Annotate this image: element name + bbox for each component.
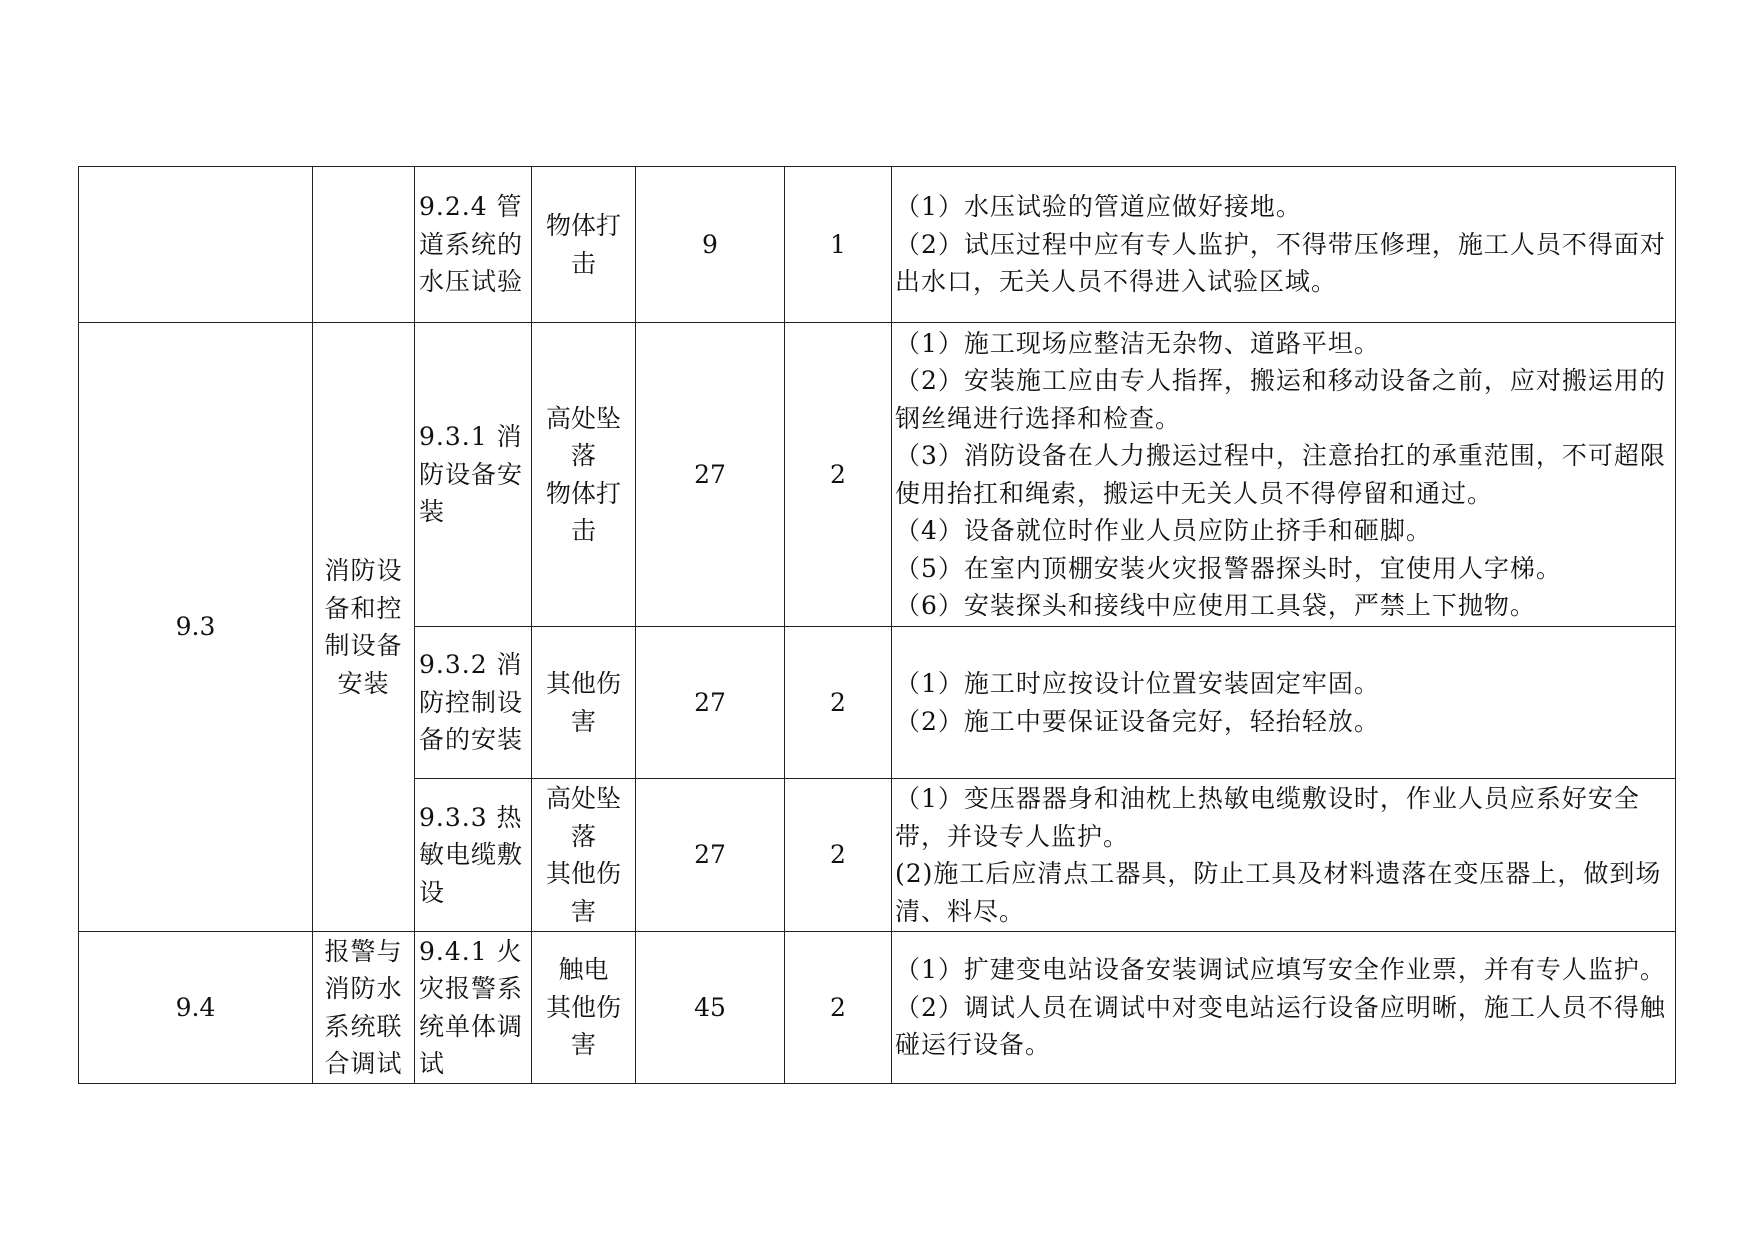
- risk-type: 高处坠落: [545, 403, 621, 470]
- risk-level-cell: 2: [785, 627, 892, 779]
- table-row: [79, 932, 1676, 1084]
- risk-type-cell: [532, 932, 636, 1084]
- measures-cell: [892, 167, 1676, 323]
- measure-item: （4）设备就位时作业人员应防止挤手和砸脚。: [895, 516, 1432, 545]
- risk-type: 高处坠落: [545, 784, 621, 851]
- sub-item-cell: 9.2.4 管道系统的水压试验: [415, 167, 532, 323]
- risk-type-cell: [532, 627, 636, 779]
- item-name-cell: 报警与消防水系统联合调试: [313, 932, 415, 1084]
- measure-item: （1）施工现场应整洁无杂物、道路平坦。: [895, 328, 1380, 358]
- risk-type-cell: [532, 323, 636, 627]
- risk-type: 物体打击: [545, 211, 621, 278]
- sub-item-cell: 9.4.1 火灾报警系统单体调试: [415, 932, 532, 1084]
- item-name-cell: 消防设备和控制设备安装: [313, 323, 415, 932]
- risk-type-cell: [532, 167, 636, 323]
- risk-level-cell: 2: [785, 779, 892, 932]
- measure-item: （3）消防设备在人力搬运过程中，注意抬扛的承重范围，不可超限使用抬扛和绳索，搬运中无关人员不得停留和通过。: [895, 441, 1666, 508]
- measure-item: （1）变压器器身和油枕上热敏电缆敷设时，作业人员应系好安全带，并设专人监护。: [895, 784, 1640, 851]
- risk-type: 其他伤害: [545, 992, 621, 1060]
- sub-item-cell: 9.3.2 消防控制设备的安装: [415, 627, 532, 779]
- measure-item: （2）安装施工应由专人指挥，搬运和移动设备之前，应对搬运用的钢丝绳进行选择和检查。: [895, 366, 1666, 433]
- measure-item: (2)施工后应清点工器具，防止工具及材料遗落在变压器上，做到场清、料尽。: [895, 859, 1662, 926]
- risk-type: 物体打击: [545, 478, 621, 545]
- risk-level-cell: 1: [785, 167, 892, 323]
- sub-item-cell: 9.3.1 消防设备安装: [415, 323, 532, 627]
- risk-score-cell: 45: [636, 932, 785, 1084]
- item-name-cell: [313, 167, 415, 323]
- table-row: [79, 323, 1676, 627]
- table-row: [79, 167, 1676, 323]
- risk-level-cell: 2: [785, 323, 892, 627]
- risk-type: 触电: [558, 955, 609, 985]
- item-code-cell: 9.4: [79, 932, 313, 1084]
- measure-item: （2）试压过程中应有专人监护，不得带压修理，施工人员不得面对出水口，无关人员不得进入试验区域。: [895, 229, 1666, 297]
- measure-item: （6）安装探头和接线中应使用工具袋，严禁上下抛物。: [895, 591, 1536, 620]
- risk-score-cell: 27: [636, 627, 785, 779]
- measures-cell: [892, 932, 1676, 1084]
- sub-item-cell: 9.3.3 热敏电缆敷设: [415, 779, 532, 932]
- measure-item: （1）水压试验的管道应做好接地。: [895, 192, 1302, 222]
- safety-measures-table: [78, 166, 1676, 1084]
- measures-cell: [892, 779, 1676, 932]
- measure-item: （1）施工时应按设计位置安装固定牢固。: [895, 669, 1380, 698]
- risk-score-cell: 27: [636, 779, 785, 932]
- measure-item: （2）施工中要保证设备完好，轻抬轻放。: [895, 706, 1380, 736]
- risk-level-cell: 2: [785, 932, 892, 1084]
- risk-type-cell: [532, 779, 636, 932]
- item-code-cell: [79, 167, 313, 323]
- measures-cell: [892, 323, 1676, 627]
- item-code-cell: 9.3: [79, 323, 313, 932]
- measure-item: （2）调试人员在调试中对变电站运行设备应明晰，施工人员不得触碰运行设备。: [895, 992, 1666, 1060]
- risk-score-cell: 27: [636, 323, 785, 627]
- measure-item: （1）扩建变电站设备安装调试应填写安全作业票，并有专人监护。: [895, 955, 1666, 985]
- risk-type: 其他伤害: [545, 669, 621, 736]
- risk-type: 其他伤害: [545, 859, 621, 926]
- measures-cell: [892, 627, 1676, 779]
- risk-score-cell: 9: [636, 167, 785, 323]
- measure-item: （5）在室内顶棚安装火灾报警器探头时，宜使用人字梯。: [895, 553, 1562, 583]
